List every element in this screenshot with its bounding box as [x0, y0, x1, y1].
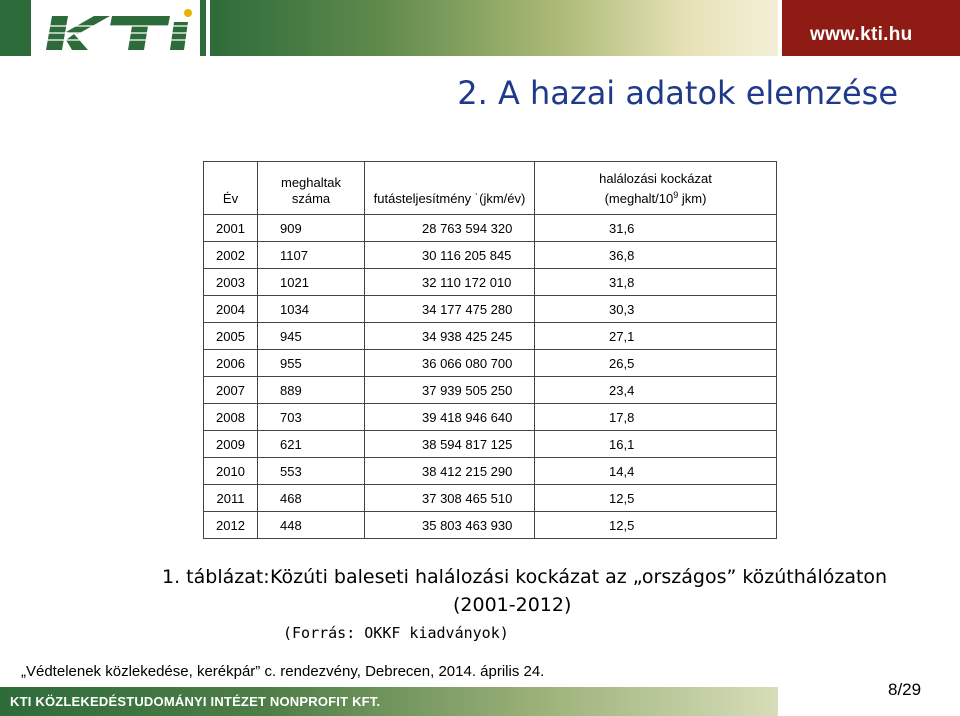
table-row: [204, 296, 777, 323]
header-gradient: [210, 0, 778, 56]
table-row: [204, 350, 777, 377]
cell-year: 2012: [204, 512, 258, 539]
cell-deaths: 621: [258, 431, 365, 458]
cell-deaths: 909: [258, 215, 365, 242]
header-risk: halálozási kockázat ($meghalt/10^9$ jkm): [535, 162, 777, 215]
table-caption: [162, 566, 887, 588]
cell-performance: 38 412 215 290: [365, 458, 535, 485]
page-number: 8/29: [888, 680, 922, 699]
cell-risk: 31,8: [535, 269, 777, 296]
table-header-row: [204, 162, 777, 215]
cell-deaths: 955: [258, 350, 365, 377]
risk-table: [203, 161, 777, 539]
cell-performance: 38 594 817 125: [365, 431, 535, 458]
table-row: [204, 485, 777, 512]
cell-risk: 31,6: [535, 215, 777, 242]
cell-deaths: 945: [258, 323, 365, 350]
table-row: [204, 215, 777, 242]
cell-year: 2010: [204, 458, 258, 485]
cell-performance: 34 177 475 280: [365, 296, 535, 323]
cell-deaths: 889: [258, 377, 365, 404]
cell-deaths: 1107: [258, 242, 365, 269]
cell-year: 2011: [204, 485, 258, 512]
cell-deaths: 448: [258, 512, 365, 539]
cell-performance: 39 418 946 640: [365, 404, 535, 431]
cell-performance: 30 116 205 845: [365, 242, 535, 269]
cell-performance: 37 308 465 510: [365, 485, 535, 512]
cell-risk: 27,1: [535, 323, 777, 350]
cell-year: 2004: [204, 296, 258, 323]
table-row: [204, 512, 777, 539]
cell-performance: 34 938 425 245: [365, 323, 535, 350]
cell-year: 2002: [204, 242, 258, 269]
cell-performance: 32 110 172 010: [365, 269, 535, 296]
caption-text: Közúti baleseti halálozási kockázat az „országos” közúthálózaton: [270, 566, 888, 588]
cell-risk: 12,5: [535, 512, 777, 539]
cell-performance: 36 066 080 700: [365, 350, 535, 377]
cell-risk: 17,8: [535, 404, 777, 431]
cell-performance: 28 763 594 320: [365, 215, 535, 242]
table-row: [204, 242, 777, 269]
cell-year: 2007: [204, 377, 258, 404]
cell-year: 2009: [204, 431, 258, 458]
cell-performance: 37 939 505 250: [365, 377, 535, 404]
kti-logo-icon: [38, 0, 200, 56]
table-row: [204, 404, 777, 431]
cell-deaths: 468: [258, 485, 365, 512]
caption-years: (2001-2012): [453, 594, 572, 616]
header-year: Év: [204, 162, 258, 215]
table-row: [204, 431, 777, 458]
cell-year: 2008: [204, 404, 258, 431]
cell-deaths: 553: [258, 458, 365, 485]
cell-deaths: 1034: [258, 296, 365, 323]
website-url[interactable]: www.kti.hu: [810, 24, 913, 45]
source-note: (Forrás: OKKF kiadványok): [283, 624, 509, 642]
cell-year: 2001: [204, 215, 258, 242]
header-green-block: [0, 0, 31, 56]
cell-risk: 12,5: [535, 485, 777, 512]
caption-label: 1. táblázat:: [162, 566, 270, 588]
slide-title: 2. A hazai adatok elemzése: [457, 74, 898, 112]
cell-risk: 36,8: [535, 242, 777, 269]
event-line: „Védtelenek közlekedése, kerékpár” c. rendezvény, Debrecen, 2014. április 24.: [21, 663, 545, 680]
cell-deaths: 1021: [258, 269, 365, 296]
table-row: [204, 458, 777, 485]
cell-year: 2006: [204, 350, 258, 377]
cell-deaths: 703: [258, 404, 365, 431]
footer-band: [0, 687, 778, 716]
kti-logo: [38, 0, 200, 56]
footer-institute: KTI KÖZLEKEDÉSTUDOMÁNYI INTÉZET NONPROFIT KFT.: [10, 694, 381, 709]
header-deaths: meghaltak száma: [258, 162, 365, 215]
cell-risk: 30,3: [535, 296, 777, 323]
cell-risk: 26,5: [535, 350, 777, 377]
header-performance: futásteljesítmény ˙(jkm/év): [365, 162, 535, 215]
cell-performance: 35 803 463 930: [365, 512, 535, 539]
table-row: [204, 377, 777, 404]
table-row: [204, 323, 777, 350]
cell-year: 2003: [204, 269, 258, 296]
table-row: [204, 269, 777, 296]
cell-risk: 23,4: [535, 377, 777, 404]
cell-risk: 16,1: [535, 431, 777, 458]
cell-year: 2005: [204, 323, 258, 350]
cell-risk: 14,4: [535, 458, 777, 485]
website-link[interactable]: [782, 0, 960, 56]
